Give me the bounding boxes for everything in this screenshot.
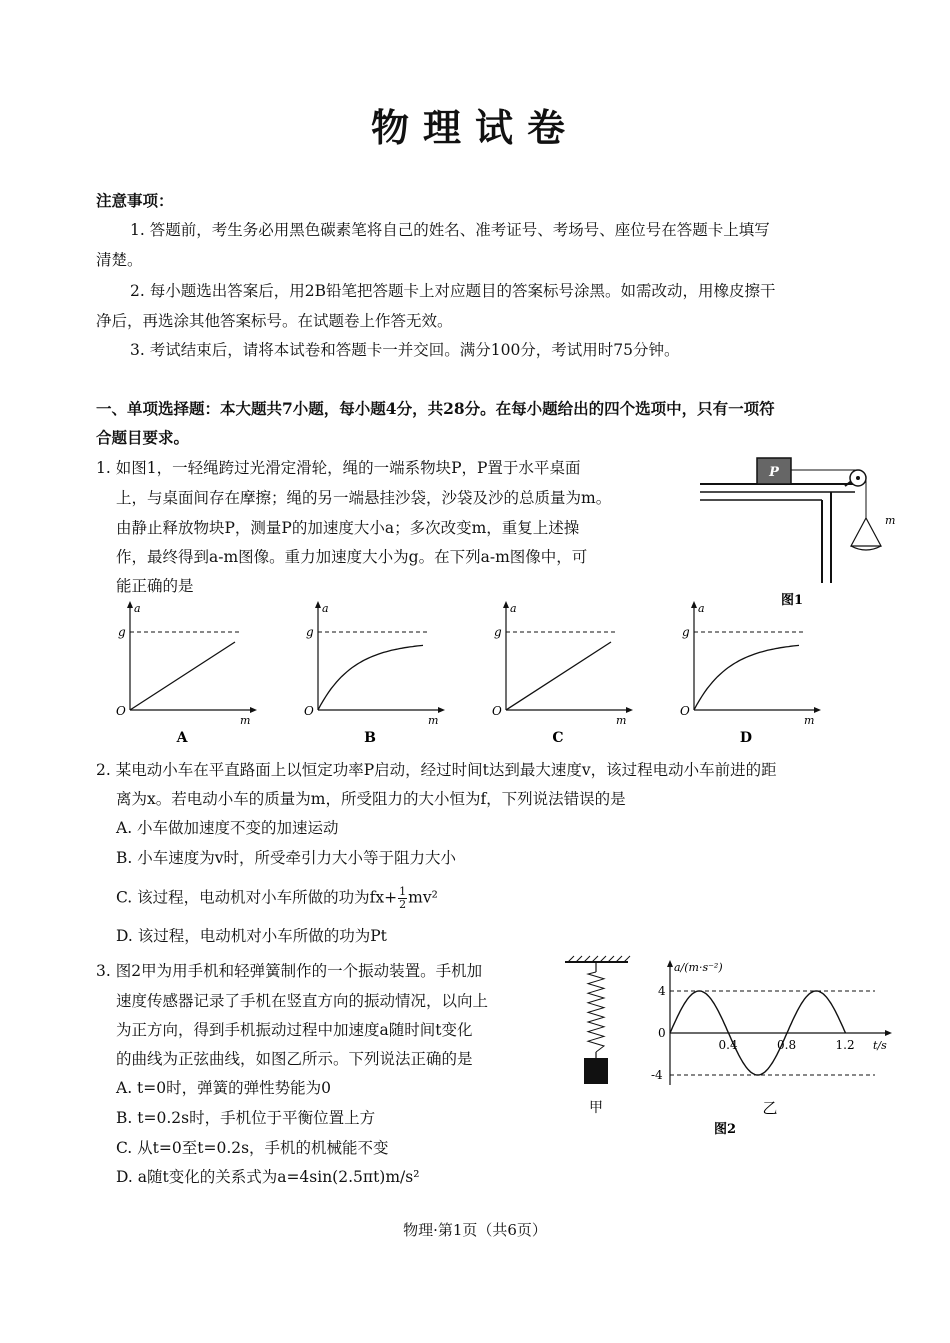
figure-1-label: 图1 xyxy=(781,593,804,608)
q2-option-c-tail: mv² xyxy=(408,888,438,907)
q1-line-5: 能正确的是 xyxy=(116,577,194,595)
figure-2-yi-label: 乙 xyxy=(762,1099,778,1117)
y-axis-label: a xyxy=(510,602,517,615)
q1-line-1: 1. 如图1，一轻绳跨过光滑定滑轮，绳的一端系物块P，P置于水平桌面 xyxy=(96,459,581,477)
q3-option-c: C. 从t=0至t=0.2s，手机的机械能不变 xyxy=(116,1139,389,1157)
origin-label: O xyxy=(304,704,314,718)
notice-item-1-line-2: 清楚。 xyxy=(96,251,143,269)
notice-item-3: 3. 考试结束后，请将本试卷和答题卡一并交回。满分100分，考试用时75分钟。 xyxy=(130,341,680,359)
q1-graph-a xyxy=(110,600,270,750)
q2-option-c-text: C. 该过程，电动机对小车所做的功为fx+ xyxy=(116,888,398,907)
q2-option-d: D. 该过程，电动机对小车所做的功为Pt xyxy=(116,927,387,945)
option-label: B xyxy=(364,730,376,746)
spring-icon xyxy=(588,972,604,1052)
a-m-curve xyxy=(694,645,799,710)
y-axis-label: a xyxy=(322,602,329,615)
figure-2-jia-label: 甲 xyxy=(589,1100,603,1116)
x-axis-label: m xyxy=(804,714,815,727)
t-axis-label: t/s xyxy=(873,1039,887,1052)
q1-graph-d xyxy=(674,600,834,750)
q3-option-b: B. t=0.2s时，手机位于平衡位置上方 xyxy=(116,1109,376,1127)
half-fraction xyxy=(398,886,407,911)
figure-2-spring-device xyxy=(560,952,640,1122)
mass-label: m xyxy=(885,514,896,527)
q1-line-3: 由静止释放物块P，测量P的加速度大小a；多次改变m，重复上述操 xyxy=(116,519,580,537)
option-label: D xyxy=(739,730,753,746)
q3-option-a: A. t=0时，弹簧的弹性势能为0 xyxy=(116,1079,331,1097)
figure-1-apparatus xyxy=(695,448,905,613)
x-axis-label: m xyxy=(428,714,439,727)
x-tick: 0.8 xyxy=(777,1038,797,1052)
x-axis-arrow xyxy=(814,707,821,713)
phone-icon xyxy=(584,1058,608,1084)
y-axis-arrow xyxy=(503,601,509,608)
q2-option-a: A. 小车做加速度不变的加速运动 xyxy=(116,819,339,837)
y-axis-arrow xyxy=(127,601,133,608)
block-p-label: P xyxy=(769,465,779,480)
y-tick-neg-4: -4 xyxy=(651,1068,663,1082)
x-axis-arrow xyxy=(438,707,445,713)
q1-line-4: 作，最终得到a-m图像。重力加速度大小为g。在下列a-m图像中，可 xyxy=(116,548,588,566)
origin-label: O xyxy=(680,704,690,718)
g-label: g xyxy=(118,625,126,639)
figure-2-acceleration-chart xyxy=(645,955,905,1140)
section-1-line-1: 一、单项选择题：本大题共7小题，每小题4分，共28分。在每小题给出的四个选项中，只有一项符 xyxy=(96,399,775,418)
y-axis-label: a xyxy=(134,602,141,615)
y-tick-4: 4 xyxy=(658,984,666,998)
y-axis-arrow xyxy=(315,601,321,608)
page-title: 物理试卷 xyxy=(370,105,579,150)
section-1-line-2: 合题目要求。 xyxy=(96,428,190,447)
a-axis-label: a/(m·s⁻²) xyxy=(674,961,723,974)
q3-option-d: D. a随t变化的关系式为a=4sin(2.5πt)m/s² xyxy=(116,1168,420,1186)
a-m-curve xyxy=(506,642,611,710)
t-axis-arrow xyxy=(885,1030,892,1036)
fraction-numerator: 1 xyxy=(399,885,407,898)
x-axis-arrow xyxy=(626,707,633,713)
g-label: g xyxy=(494,625,502,639)
notice-item-2-line-1: 2. 每小题选出答案后，用2B铅笔把答题卡上对应题目的答案标号涂黑。如需改动，用橡皮擦干 xyxy=(130,282,776,300)
g-label: g xyxy=(306,625,314,639)
q2-line-2: 离为x。若电动小车的质量为m，所受阻力的大小恒为f，下列说法错误的是 xyxy=(116,790,626,808)
origin-label: O xyxy=(492,704,502,718)
g-label: g xyxy=(682,625,690,639)
fraction-denominator: 2 xyxy=(399,898,407,911)
q2-option-b: B. 小车速度为v时，所受牵引力大小等于阻力大小 xyxy=(116,849,457,867)
notice-heading: 注意事项： xyxy=(96,191,174,210)
q1-graph-b xyxy=(298,600,458,750)
a-m-curve xyxy=(318,645,423,710)
q2-line-1: 2. 某电动小车在平直路面上以恒定功率P启动，经过时间t达到最大速度v，该过程电动小车前进的距 xyxy=(96,761,777,779)
y-axis-label: a xyxy=(698,602,705,615)
q3-line-2: 速度传感器记录了手机在竖直方向的振动情况，以向上 xyxy=(116,992,489,1010)
a-m-curve xyxy=(130,642,235,710)
y-tick-0: 0 xyxy=(658,1026,666,1040)
notice-item-1-line-1: 1. 答题前，考生务必用黑色碳素笔将自己的姓名、准考证号、考场号、座位号在答题卡上填写 xyxy=(130,221,770,239)
q1-line-2: 上，与桌面间存在摩擦；绳的另一端悬挂沙袋，沙袋及沙的总质量为m。 xyxy=(116,489,612,507)
x-tick: 1.2 xyxy=(835,1038,855,1052)
q3-line-4: 的曲线为正弦曲线，如图乙所示。下列说法正确的是 xyxy=(116,1050,473,1068)
sandbag-icon xyxy=(851,518,881,546)
x-axis-label: m xyxy=(240,714,251,727)
figure-2-label: 图2 xyxy=(713,1122,737,1137)
notice-item-2-line-2: 净后，再选涂其他答案标号。在试题卷上作答无效。 xyxy=(96,312,453,330)
q3-line-1: 3. 图2甲为用手机和轻弹簧制作的一个振动装置。手机加 xyxy=(96,962,483,980)
y-axis-arrow xyxy=(691,601,697,608)
x-axis-label: m xyxy=(616,714,627,727)
option-label: A xyxy=(176,730,188,746)
a-axis-arrow xyxy=(667,960,673,967)
q3-line-3: 为正方向，得到手机振动过程中加速度a随时间t变化 xyxy=(116,1021,473,1039)
x-tick: 0.4 xyxy=(718,1038,738,1052)
origin-label: O xyxy=(116,704,126,718)
x-axis-arrow xyxy=(250,707,257,713)
q1-graph-c xyxy=(486,600,646,750)
q2-option-c xyxy=(116,886,438,911)
page-footer: 物理·第1页（共6页） xyxy=(403,1221,547,1239)
option-label: C xyxy=(552,730,564,746)
